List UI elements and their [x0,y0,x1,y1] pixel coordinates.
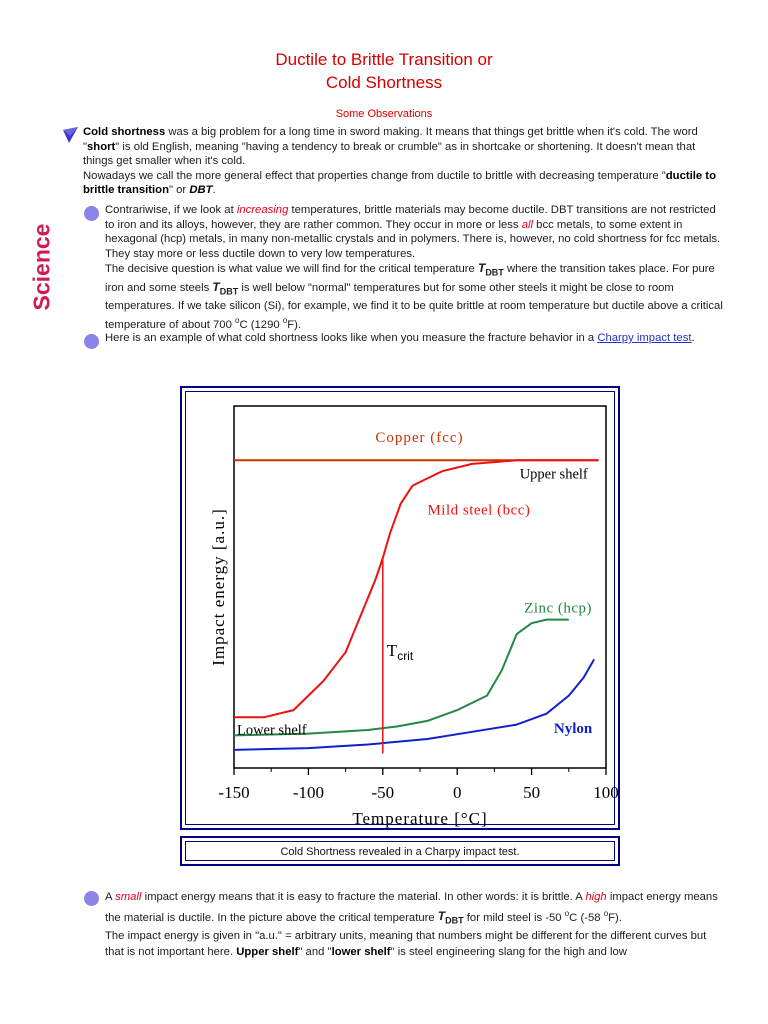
figure-caption: Cold Shortness revealed in a Charpy impact test. [185,841,615,861]
intro-text-3: Nowadays we call the more general effect that properties change from ductile to brittle with decreasing temperature " [83,169,666,182]
p2-text-f: is well below "normal" temperatures but for some other steels it might be close to room temperatures. If we take silicon (Si), for example, we find it to be quite brittle at room temperature but ductile above a critical temperature of about 700 [105,282,723,331]
pointer-bullet-icon [61,126,79,144]
page-title-line1: Ductile to Brittle Transition or [275,50,493,69]
p4-text-a: A [105,891,116,903]
symbol-tdbt-main: T [477,261,486,276]
p4-emphasis-high: high [585,891,607,903]
sidebar-label-text: Science [28,223,55,311]
x-tick-label-2: -50 [371,783,395,802]
tcrit-label-main: T [386,640,398,660]
term-lower-shelf: lower shelf [331,945,391,958]
p2-emphasis-all: all [521,218,534,231]
series-line-steel [234,460,599,717]
x-tick-label-3: 0 [452,783,462,802]
degree-sup-4: o [603,908,609,918]
term-short: short [87,140,116,153]
symbol-tdbt-sub: DBT [485,267,504,278]
page-title [0,48,768,94]
paragraph-dbt [105,203,723,332]
label-zinc: Zinc (hcp) [524,600,593,617]
x-tick-label-0: -150 [218,783,250,802]
p2-text-g: C (1290 [239,318,283,331]
symbol-tdbt-2-sub: DBT [219,286,239,297]
term-dbt: DBT [189,184,213,197]
p4-text-c: impact energy means the material is ductile. In the picture above the critical temperature [105,891,718,924]
p4-text-d: for mild steel is -50 [463,911,565,924]
page-title-line2: Cold Shortness [325,73,443,92]
y-axis-label: Impact energy [a.u.] [209,508,228,666]
p2-text-e: where the transition takes place. For pure iron and some steels [105,263,715,295]
p2-text-c: bcc metals, to some extent in hexagonal (hcp) metals, in many non-metallic crystals and in polymers. There is, however, no cold shortness for fcc metals. They stay more or less ductile down to very low temperatures. [105,218,721,260]
p2-text-a: Contrariwise, if we look at [105,204,237,216]
label-steel: Mild steel (bcc) [427,502,531,519]
caption-frame [180,836,620,866]
intro-paragraph [83,125,723,198]
p4-text-f: F). [608,911,622,924]
degree-sup-2: o [282,315,288,325]
impact-energy-chart [180,386,620,830]
x-tick-label-5: 100 [593,783,619,802]
symbol-tdbt-3 [437,909,464,926]
term-dbt-full: ductile to brittle transition [83,169,716,197]
p2-emphasis-increasing: increasing [236,204,289,216]
p4-text-b: impact energy means that it is easy to fracture the material. In other words: it is brittle. A [141,891,586,903]
section-subtitle: Some Observations [335,108,433,120]
tcrit-label-sub: crit [397,648,414,663]
label-upper-shelf: Upper shelf [519,466,588,483]
tcrit-label [387,641,414,663]
label-copper: Copper (fcc) [375,430,464,447]
symbol-tdbt-2 [212,280,239,297]
p3-text-b: . [691,332,695,344]
symbol-tdbt-3-main: T [437,909,446,924]
x-tick-label-4: 50 [523,783,541,802]
p4-text-i: " is steel engineering slang for the high and low [390,945,627,958]
p2-text-b: temperatures, brittle materials may become ductile. DBT transitions are not restricted to iron and its alloys, however, they are rather common. They occur in more or less [105,204,716,231]
round-bullet-icon [84,891,99,906]
intro-text-5: . [212,184,216,197]
degree-sup-3: o [564,908,570,918]
x-axis-label: Temperature [°C] [352,809,488,828]
round-bullet-icon [84,334,99,349]
paragraph-charpy [105,331,723,346]
p4-text-e: C (-58 [569,911,604,924]
symbol-tdbt-3-sub: DBT [445,915,464,926]
p2-text-h: F). [287,318,302,331]
p4-text-g: The impact energy is given in "a.u." = arbitrary units, meaning that numbers might be different for the different curves but that is not important here. [105,930,707,958]
p3-text-a: Here is an example of what cold shortness looks like when you measure the fracture behavior in a [105,332,598,344]
intro-text-1: was a big problem for a long time in sword making. It means that things get brittle when it's cold. The word " [83,126,698,153]
paragraph-impact-energy [105,890,723,961]
intro-text-4: " or [168,184,190,197]
series-line-zinc [234,620,569,739]
x-tick-label-1: -100 [292,783,324,802]
p2-text-d: The decisive question is what value we will find for the critical temperature [105,263,478,276]
sidebar-label [22,222,62,312]
p4-text-h: " and " [298,945,332,958]
symbol-tdbt [477,261,504,278]
term-upper-shelf: Upper shelf [236,945,299,958]
round-bullet-icon [84,206,99,221]
p4-emphasis-small: small [115,891,142,903]
charpy-impact-test-link[interactable]: Charpy impact test [597,332,692,344]
symbol-tdbt-2-main: T [212,280,220,295]
label-lower-shelf: Lower shelf [236,722,307,739]
label-nylon: Nylon [553,721,593,738]
degree-sup: o [235,315,240,325]
term-cold-shortness: Cold shortness [83,126,166,138]
intro-text-2: " is old English, meaning "having a tendency to break or crumble" as in shortcake or shortening. It doesn't mean that things get smaller when it's cold. [83,140,696,168]
